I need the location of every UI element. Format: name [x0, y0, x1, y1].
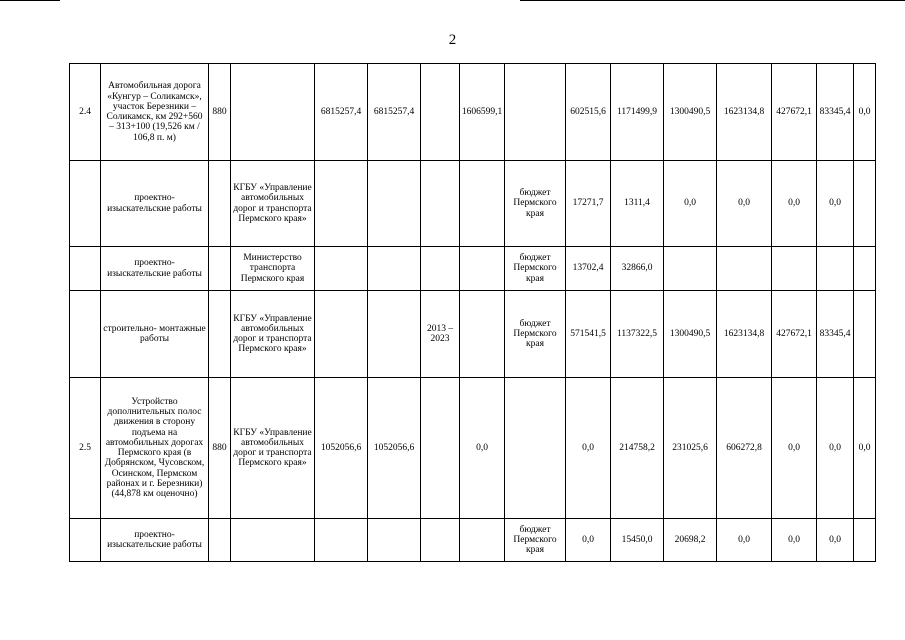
cell-year-value-2: 32866,0 [611, 247, 664, 291]
cell-year-value-2: 15450,0 [611, 519, 664, 562]
cell-funding-source [505, 378, 566, 519]
cell-funding-source [505, 64, 566, 161]
cell-period [421, 378, 460, 519]
cell-year-value-4: 0,0 [717, 519, 772, 562]
cell-row-number [70, 519, 101, 562]
cell-year-value-3: 1300490,5 [664, 291, 717, 378]
cell-total-cost [315, 291, 368, 378]
cell-object-name: проектно- изыскательские работы [101, 161, 209, 247]
cell-executor: КГБУ «Управление автомобильных дорог и транспорта Пермского края» [231, 161, 315, 247]
cell-executor: КГБУ «Управление автомобильных дорог и транспорта Пермского края» [231, 291, 315, 378]
cell-grbs-code [209, 247, 231, 291]
cell-year-value-4: 1623134,8 [717, 64, 772, 161]
cell-year-value-1: 13702,4 [566, 247, 611, 291]
cell-year-value-4: 606272,8 [717, 378, 772, 519]
cell-year-value-5 [772, 247, 817, 291]
cell-object-name: Автомобильная дорога «Кунгур – Соликамск», участок Березники – Соликамск, км 292+560 – 313+100 (19,526 км / 106,8 п. м) [101, 64, 209, 161]
cell-grbs-code: 880 [209, 378, 231, 519]
cell-period [421, 161, 460, 247]
cell-year-value-3: 20698,2 [664, 519, 717, 562]
cell-estimated-cost [368, 519, 421, 562]
cell-row-number: 2.5 [70, 378, 101, 519]
cell-year-value-2: 214758,2 [611, 378, 664, 519]
table-row [70, 291, 876, 378]
cell-spent-value: 0,0 [460, 378, 505, 519]
cell-executor [231, 64, 315, 161]
cell-year-value-7 [854, 161, 876, 247]
cell-spent-value [460, 291, 505, 378]
cell-year-value-2: 1171499,9 [611, 64, 664, 161]
cell-year-value-3: 1300490,5 [664, 64, 717, 161]
cell-period [421, 247, 460, 291]
cell-object-name: Устройство дополнительных полос движения в сторону подъема на автомобильных дорогах Пермского края (в Добрянском, Чусовском, Осинском, Пермском районах и г. Березники) (44,878 км оценочно) [101, 378, 209, 519]
cell-total-cost: 6815257,4 [315, 64, 368, 161]
cell-estimated-cost [368, 291, 421, 378]
cell-year-value-2: 1137322,5 [611, 291, 664, 378]
table-row [70, 519, 876, 562]
cell-year-value-1: 571541,5 [566, 291, 611, 378]
cell-year-value-5: 0,0 [772, 378, 817, 519]
cell-year-value-5: 0,0 [772, 519, 817, 562]
cell-funding-source: бюджет Пермского края [505, 161, 566, 247]
cell-row-number [70, 161, 101, 247]
cell-total-cost [315, 247, 368, 291]
cell-funding-source: бюджет Пермского края [505, 519, 566, 562]
cell-grbs-code [209, 161, 231, 247]
cell-total-cost [315, 161, 368, 247]
cell-object-name: проектно- изыскательские работы [101, 519, 209, 562]
top-edge-line-right [520, 0, 905, 1]
cell-grbs-code [209, 291, 231, 378]
cell-estimated-cost: 1052056,6 [368, 378, 421, 519]
cell-year-value-4 [717, 247, 772, 291]
cell-estimated-cost [368, 247, 421, 291]
cell-year-value-6: 83345,4 [817, 64, 854, 161]
cell-spent-value [460, 247, 505, 291]
cell-grbs-code: 880 [209, 64, 231, 161]
cell-total-cost [315, 519, 368, 562]
table-row [70, 161, 876, 247]
top-edge-line-left [0, 0, 60, 1]
cell-year-value-1: 0,0 [566, 378, 611, 519]
cell-year-value-7 [854, 247, 876, 291]
cell-year-value-4: 1623134,8 [717, 291, 772, 378]
cell-row-number: 2.4 [70, 64, 101, 161]
cell-row-number [70, 247, 101, 291]
cell-year-value-7 [854, 519, 876, 562]
cell-total-cost: 1052056,6 [315, 378, 368, 519]
cell-year-value-5: 0,0 [772, 161, 817, 247]
cell-object-name: строительно- монтажные работы [101, 291, 209, 378]
page-number: 2 [448, 32, 457, 48]
cell-year-value-7: 0,0 [854, 64, 876, 161]
cell-year-value-1: 0,0 [566, 519, 611, 562]
cell-period [421, 64, 460, 161]
cell-executor [231, 519, 315, 562]
cell-funding-source: бюджет Пермского края [505, 291, 566, 378]
cell-year-value-7: 0,0 [854, 378, 876, 519]
cell-object-name: проектно- изыскательские работы [101, 247, 209, 291]
table-row [70, 378, 876, 519]
cell-year-value-3 [664, 247, 717, 291]
cell-grbs-code [209, 519, 231, 562]
cell-year-value-7 [854, 291, 876, 378]
budget-table [69, 63, 876, 562]
cell-spent-value [460, 161, 505, 247]
cell-year-value-3: 231025,6 [664, 378, 717, 519]
table-row [70, 247, 876, 291]
cell-estimated-cost: 6815257,4 [368, 64, 421, 161]
cell-year-value-6: 0,0 [817, 519, 854, 562]
cell-year-value-6 [817, 247, 854, 291]
cell-year-value-3: 0,0 [664, 161, 717, 247]
cell-executor: Министерство транспорта Пермского края [231, 247, 315, 291]
cell-executor: КГБУ «Управление автомобильных дорог и транспорта Пермского края» [231, 378, 315, 519]
table-row [70, 64, 876, 161]
cell-year-value-4: 0,0 [717, 161, 772, 247]
cell-year-value-5: 427672,1 [772, 64, 817, 161]
cell-year-value-1: 602515,6 [566, 64, 611, 161]
cell-year-value-1: 17271,7 [566, 161, 611, 247]
cell-row-number [70, 291, 101, 378]
cell-estimated-cost [368, 161, 421, 247]
cell-funding-source: бюджет Пермского края [505, 247, 566, 291]
cell-year-value-6: 0,0 [817, 378, 854, 519]
cell-year-value-6: 83345,4 [817, 291, 854, 378]
cell-year-value-2: 1311,4 [611, 161, 664, 247]
cell-spent-value: 1606599,1 [460, 64, 505, 161]
cell-year-value-5: 427672,1 [772, 291, 817, 378]
cell-year-value-6: 0,0 [817, 161, 854, 247]
cell-spent-value [460, 519, 505, 562]
cell-period: 2013 – 2023 [421, 291, 460, 378]
cell-period [421, 519, 460, 562]
